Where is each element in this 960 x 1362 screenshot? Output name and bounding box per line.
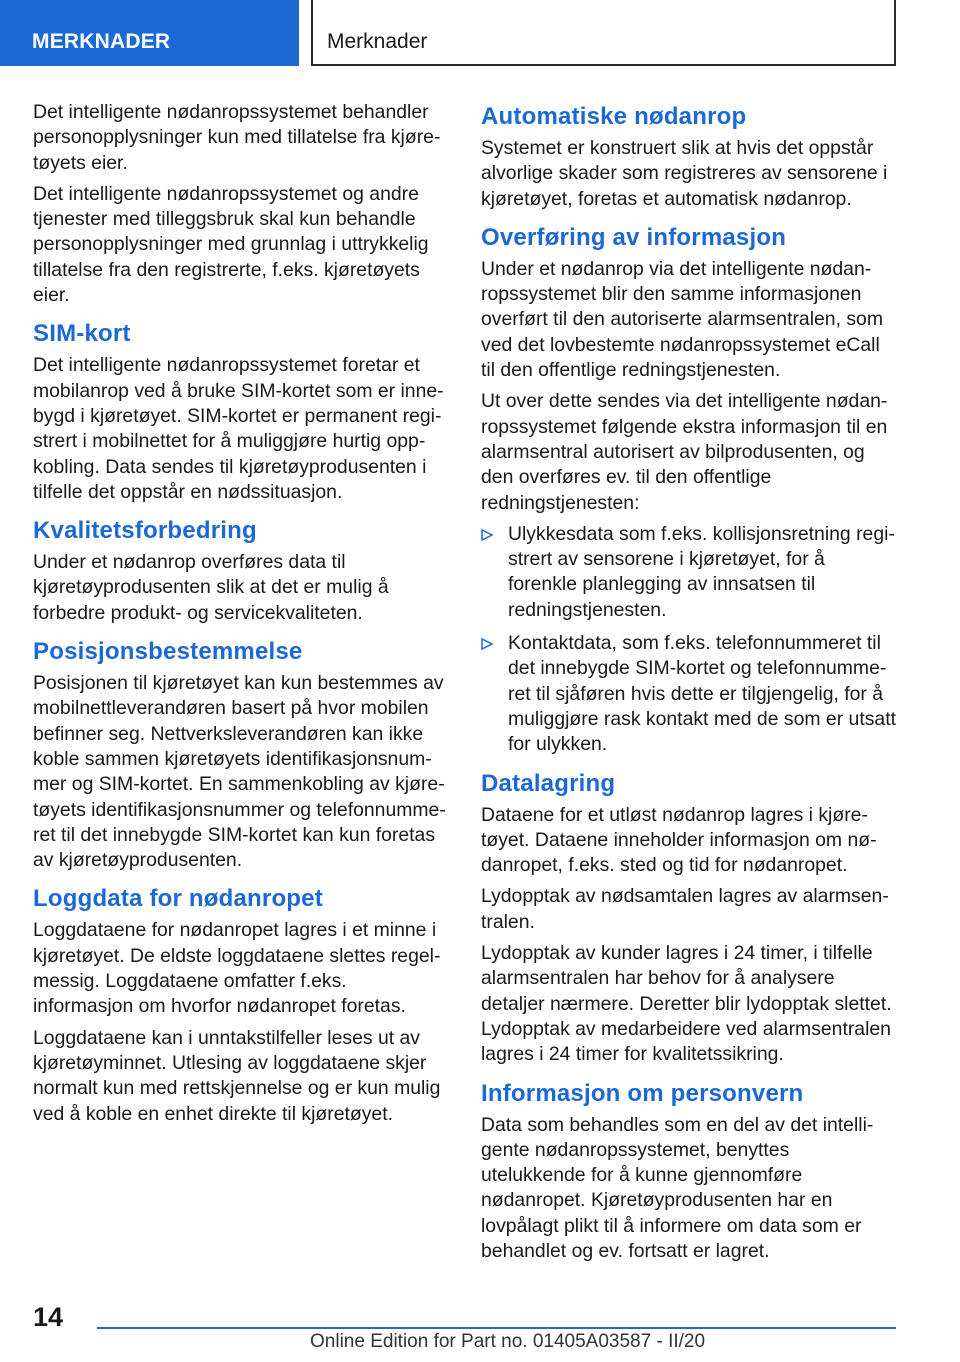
- list-item-text: Ulykkesdata som f.eks. kollisjonsretning registrert av sensorene i kjøretøyet, for å forenkle planlegging av innsatsen til redningstjenesten.: [508, 522, 895, 621]
- paragraph: Systemet er konstruert slik at hvis det oppstår alvorlige skader som registreres av sensorene i kjøretøyet, foretas et automatisk nødanrop.: [481, 137, 888, 210]
- section-tab[interactable]: MERKNADER: [0, 0, 299, 66]
- page-number: 14: [33, 1302, 64, 1332]
- footer-divider: [97, 1327, 896, 1329]
- triangle-bullet-icon: [481, 529, 495, 541]
- footer-edition-text: Online Edition for Part no. 01405A03587 - II/20: [310, 1331, 706, 1352]
- paragraph: Under et nødanrop via det intelligente nødanropssystemet blir den samme informasjonen overført til den autoriserte alarmsentralen, som ved det lovbestemte nødanropssystemet eCall til den offentlige redningstjenesten.: [481, 257, 883, 382]
- section-heading: Loggdata for nødanropet: [33, 885, 323, 913]
- paragraph: Det intelligente nødanropssystemet og andre tjenester med tilleggsbruk skal kun behandle personopplysninger med grunnlag i uttrykkelig tillatelse fra den registrerte, f.eks. kjøretøyets eier.: [33, 182, 429, 307]
- triangle-bullet-icon: [481, 638, 495, 650]
- paragraph: Dataene for et utløst nødanrop lagres i kjøretøyet. Dataene inneholder informasjon om nødanropet, f.eks. sted og tid for nødanropet.: [481, 803, 877, 877]
- list-item: [481, 522, 896, 623]
- section-heading: Posisjonsbestemmelse: [33, 638, 303, 666]
- paragraph: Posisjonen til kjøretøyet kan kun bestemmes av mobilnettleverandøren basert på hvor mobilen befinner seg. Nettverksleverandøren kan ikke koble sammen kjøretøyets identifikasjonsnummer og SIM-kortet. En sammenkobling av kjøretøyets identifikasjonsnummer og telefonnummeret til det innebygde SIM-kortet kan kun foretas av kjøretøyprodusenten.: [33, 672, 446, 872]
- section-title: Merknader: [311, 0, 896, 66]
- section-heading: Automatiske nødanrop: [481, 103, 747, 130]
- paragraph: Data som behandles som en del av det intelligente nødanropssystemet, benyttes utelukkende for å kunne gjennomføre nødanropet. Kjøretøyprodusenten har en lovpålagt plikt til å informere om data som er behandlet og ev. fortsatt er lagret.: [481, 1113, 874, 1262]
- section-heading: Informasjon om personvern: [481, 1079, 804, 1107]
- paragraph: Lydopptak av kunder lagres i 24 timer, i tilfelle alarmsentralen har behov for å analysere detaljer nærmere. Deretter blir lydopptak slettet. Lydopptak av medarbeidere ved alarmsentralen lagres i 24 timer for kvalitetssikring.: [481, 942, 892, 1066]
- page-header: [0, 0, 960, 66]
- left-column: [33, 100, 446, 1133]
- right-column: [481, 100, 896, 1270]
- paragraph: Lydopptak av nødsamtalen lagres av alarmsentralen.: [481, 885, 889, 933]
- paragraph: Det intelligente nødanropssystemet foretar et mobilanrop ved å bruke SIM-kortet som er innebygd i kjøretøyet. SIM-kortet er permanent registrert i mobilnettet for å muliggjøre hurtig oppkobling. Data sendes til kjøretøyprodusenten i tilfelle det oppstår en nødssituasjon.: [33, 354, 444, 503]
- list-item: [481, 631, 896, 757]
- section-heading: Kvalitetsforbedring: [33, 517, 257, 545]
- paragraph: Ut over dette sendes via det intelligente nødanropssystemet følgende ekstra informasjon til en alarmsentral autorisert av bilprodusenten, og den overføres ev. til den offentlige redningstjenesten:: [481, 390, 888, 514]
- list-item-text: Kontaktdata, som f.eks. telefonnummeret til det innebygde SIM-kortet og telefonnummeret til sjåføren hvis dette er tilgjengelig, for å muliggjøre rask kontakt med de som er utsatt for ulykken.: [508, 632, 896, 756]
- section-heading: Overføring av informasjon: [481, 223, 787, 251]
- paragraph: Under et nødanrop overføres data til kjøretøyprodusenten slik at det er mulig å forbedre produkt- og servicekvaliteten.: [33, 551, 389, 624]
- section-heading: Datalagring: [481, 769, 616, 797]
- paragraph: Det intelligente nødanropssystemet behandler personopplysninger kun med tillatelse fra kjøretøyets eier.: [33, 101, 441, 174]
- paragraph: Loggdataene kan i unntakstilfeller leses ut av kjøretøyminnet. Utlesing av loggdataene skjer normalt kun med rettskjennelse og er kun mulig ved å koble en enhet direkte til kjøretøyet.: [33, 1026, 441, 1125]
- paragraph: Loggdataene for nødanropet lagres i et minne i kjøretøyet. De eldste loggdataene slettes regelmessig. Loggdataene omfatter f.eks. informasjon om hvorfor nødanropet foretas.: [33, 919, 441, 1018]
- section-heading: SIM-kort: [33, 320, 131, 348]
